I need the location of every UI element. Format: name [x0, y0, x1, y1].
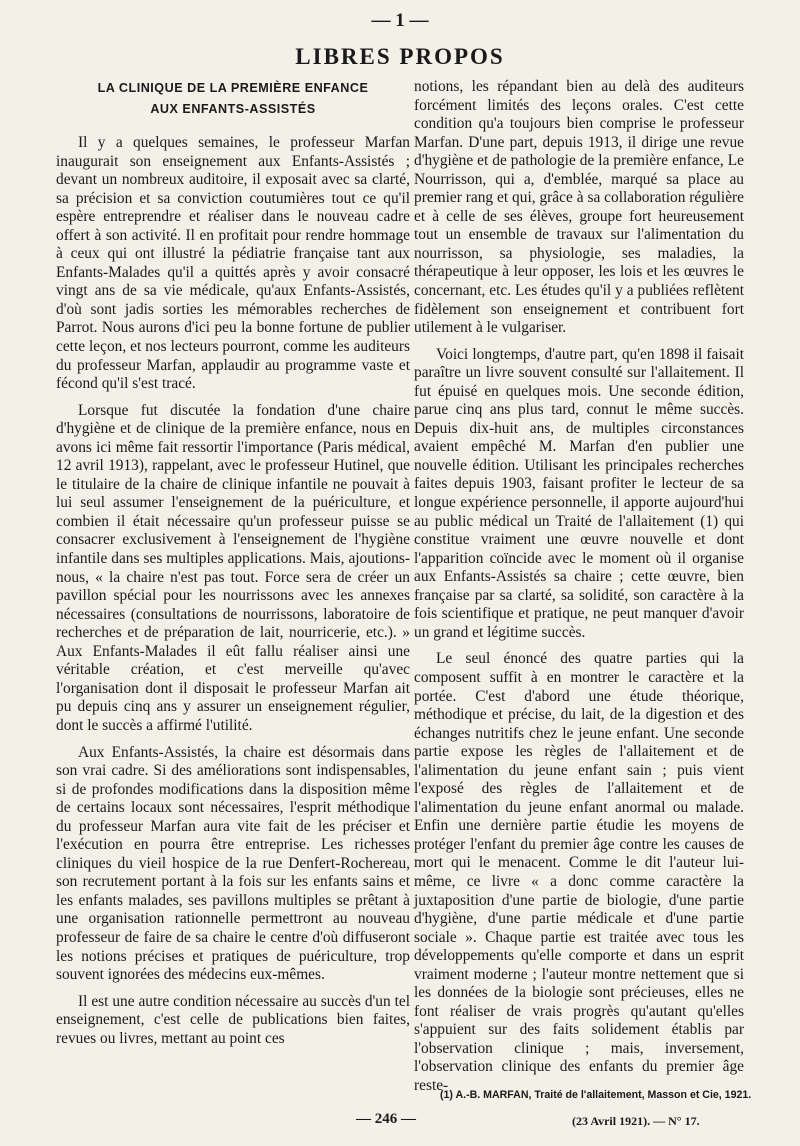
article-title-line2: AUX ENFANTS-ASSISTÉS: [150, 102, 316, 116]
paragraph: Il y a quelques semaines, le professeur Marfan inaugurait son enseignement aux Enfants-Assistés ; devant un nombreux auditoire, il exposait avec sa clarté, sa précision et sa conviction coutumières tout ce qu'il espère entreprendre et réaliser dans le nouveau cadre offert à son activité. Il en profitait pour rendre hommage à ceux qui ont illustré la pédiatrie française tant aux Enfants-Malades qu'il a quittés après y avoir consacré vingt ans de sa vie médicale, qu'aux Enfants-Assistés, d'où sont jadis sorties les mémorables recherches de Parrot. Nous aurons d'ici peu la bonne fortune de publier cette leçon, et nos lecteurs pourront, comme les auditeurs du professeur Marfan, applaudir au programme vaste et fécond qu'il s'est tracé.: [56, 134, 410, 393]
issue-reference: (23 Avril 1921). — N° 17.: [572, 1114, 700, 1128]
article-title-line1: LA CLINIQUE DE LA PREMIÈRE ENFANCE: [97, 81, 369, 95]
top-page-number: — 1 —: [371, 10, 429, 31]
bottom-page-number: — 246 —: [356, 1111, 416, 1127]
section-title: LIBRES PROPOS: [295, 44, 505, 69]
left-column: [56, 78, 410, 1056]
paragraph: Le seul énoncé des quatre parties qui la composent suffit à en montrer le caractère et la portée. C'est d'abord une étude théorique, méthodique et précise, du lait, de la digestion et des échanges nutritifs chez le jeune enfant. Une seconde partie expose les règles de l'allaitement et de l'alimentation du jeune enfant sain ; puis vient l'exposé des règles de l'allaitement et de l'alimentation du jeune enfant anormal ou malade. Enfin une dernière partie étudie les moyens de protéger l'enfant du premier âge contre les causes de mort qui le menacent. Comme le dit l'auteur lui-même, ce livre « a donc comme caractère la juxtaposition d'une partie de biologie, d'une partie d'hygiène, d'une partie médicale et d'une partie sociale ». Chaque partie est traitée avec tous les développements qu'elle comporte et dans un esprit vraiment moderne ; l'auteur montre nettement que si les données de la biologie sont précieuses, elles ne font réaliser de vrais progrès qu'autant qu'elles s'appuient sur des faits solidement établis par l'observation clinique ; mais, inversement, l'observation clinique des enfants du premier âge reste-: [414, 650, 744, 1094]
paragraph: notions, les répandant bien au delà des auditeurs forcément limités des leçons orales. C'est cette condition qu'a toujours bien comprise le professeur Marfan. D'une part, depuis 1913, il dirige une revue d'hygiène et de pathologie de la première enfance, Le Nourrisson, qui a, d'emblée, marqué sa place au premier rang et qui, grâce à sa collaboration régulière et à celle de ses élèves, groupe fort heureusement tout un ensemble de travaux sur l'alimentation du nourrisson, sa physiologie, ses maladies, la thérapeutique à leur opposer, les lois et les œuvres le concernant, etc. Les études qu'il y a publiées reflètent fidèlement son enseignement et contribuent fort utilement à le vulgariser.: [414, 78, 744, 337]
paragraph: Voici longtemps, d'autre part, qu'en 1898 il faisait paraître un livre souvent consulté sur l'allaitement. Il fut épuisé en quelques mois. Une seconde édition, parue cinq ans plus tard, connut le même succès. Depuis dix-huit ans, de multiples circonstances avaient empêché M. Marfan d'en publier une nouvelle édition. Utilisant les principales recherches faites depuis 1903, faisant profiter le lecteur de sa longue expérience personnelle, il apporte aujourd'hui au public médical un Traité de l'allaitement (1) qui constitue vraiment une œuvre nouvelle et dont l'apparition coïncide avec le moment où il organise aux Enfants-Assistés sa chaire ; cette œuvre, bien française par sa clarté, sa solidité, son caractère à la fois scientifique et pratique, ne peut manquer d'avoir un grand et légitime succès.: [414, 345, 744, 641]
right-column: [414, 78, 744, 1104]
paragraph: Il est une autre condition nécessaire au succès d'un tel enseignement, c'est celle de publications bien faites, revues ou livres, mettant au point ces: [56, 992, 410, 1047]
paragraph: Lorsque fut discutée la fondation d'une chaire d'hygiène et de clinique de la première enfance, nous en avons ici même fait ressortir l'importance (Paris médical, 12 avril 1913), rappelant, avec le professeur Hutinel, que le titulaire de la chaire de clinique infantile ne pouvait à lui seul assumer l'enseignement de la puériculture, et combien il était nécessaire qu'un professeur puisse se consacrer exclusivement à l'enseignement de l'hygiène infantile dans ses multiples applications. Mais, ajoutions-nous, « la chaire n'est pas tout. Force sera de créer un pavillon spécial pour les nourrissons avec les annexes nécessaires (consultations de nourrissons, laboratoire de recherches et de préparation de lait, nourricerie, etc.). » Aux Enfants-Malades il eût fallu réaliser ainsi une véritable création, et c'est merveille qu'avec l'organisation dont il disposait le professeur Marfan ait pu depuis cinq ans y assurer un enseignement régulier, dont le succès a affirmé l'utilité.: [56, 401, 410, 734]
footnote: (1) A.-B. MARFAN, Traité de l'allaitement, Masson et Cie, 1921.: [440, 1089, 752, 1101]
article-title: [56, 78, 410, 120]
paragraph: Aux Enfants-Assistés, la chaire est désormais dans son vrai cadre. Si des améliorations sont indispensables, si de profondes modifications dans la disposition même de certains locaux sont nécessaires, l'esprit méthodique du professeur Marfan aura vite fait de les préciser et l'exécution en pourra être entreprise. Les richesses cliniques du vieil hospice de la rue Denfert-Rochereau, son recrutement portant à la fois sur les enfants sains et les enfants malades, ses pavillons multiples se prêtant à une organisation rationnelle permettront au nouveau professeur de faire de sa chaire le centre d'où diffuseront les notions précises et pratiques de puériculture, trop souvent ignorées des médecins eux-mêmes.: [56, 743, 410, 984]
